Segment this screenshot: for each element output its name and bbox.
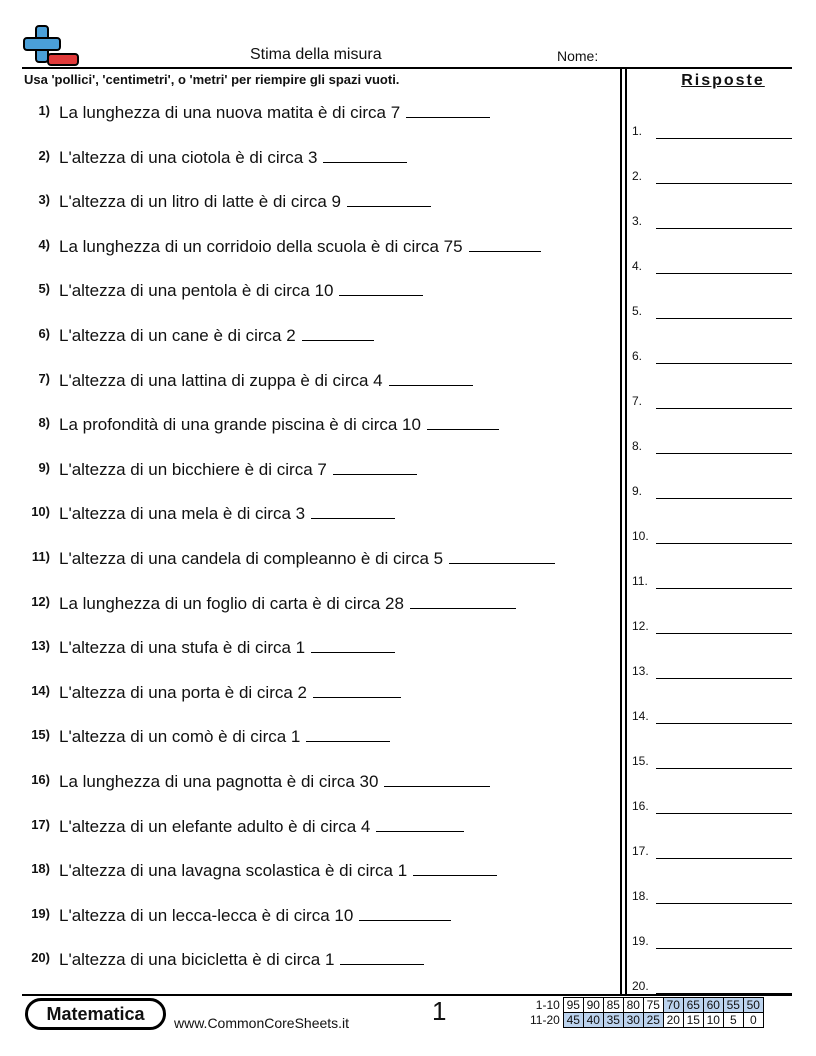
answer-line[interactable] — [656, 903, 792, 904]
instructions: Usa 'pollici', 'centimetri', o 'metri' per riempire gli spazi vuoti. — [24, 72, 400, 87]
score-cell: 90 — [583, 998, 603, 1013]
question-number: 13) — [31, 638, 50, 654]
answer-blank[interactable] — [449, 545, 555, 564]
answer-row — [632, 214, 792, 234]
question-number: 19) — [31, 905, 50, 921]
footer-divider — [22, 994, 792, 996]
score-cell: 5 — [723, 1013, 743, 1028]
answer-number: 12. — [632, 619, 649, 633]
answer-line[interactable] — [656, 408, 792, 409]
answer-number: 6. — [632, 349, 643, 363]
answer-blank[interactable] — [311, 634, 395, 653]
question-number: 4) — [38, 236, 50, 252]
question-number: 12) — [31, 593, 50, 609]
answer-row — [632, 754, 792, 774]
answer-number: 7. — [632, 394, 643, 408]
question-text: L'altezza di un litro di latte è di circa 9 — [59, 192, 342, 212]
answer-blank[interactable] — [413, 857, 497, 876]
answer-number: 1. — [632, 124, 643, 138]
score-cell: 65 — [683, 998, 703, 1013]
answer-row — [632, 304, 792, 324]
question-text: La lunghezza di un foglio di carta è di circa 28 — [59, 593, 404, 613]
answer-blank[interactable] — [340, 946, 424, 965]
question-number: 6) — [38, 326, 50, 341]
question-number: 8) — [38, 415, 50, 431]
answer-line[interactable] — [656, 273, 792, 274]
answer-line[interactable] — [656, 723, 792, 724]
answer-blank[interactable] — [313, 679, 401, 698]
answer-line[interactable] — [656, 678, 792, 679]
score-row — [528, 998, 763, 1013]
question-text: L'altezza di un elefante adulto è di circa 4 — [59, 816, 371, 836]
answer-row — [632, 934, 792, 954]
answer-row — [632, 259, 792, 279]
question-number: 9) — [38, 459, 50, 475]
answer-line[interactable] — [656, 543, 792, 544]
answer-line[interactable] — [656, 813, 792, 814]
score-cell: 15 — [683, 1013, 703, 1028]
score-cell: 30 — [623, 1013, 643, 1028]
answer-number: 20. — [632, 979, 649, 993]
answer-blank[interactable] — [302, 322, 374, 341]
question-number: 3) — [38, 192, 50, 208]
answer-number: 2. — [632, 169, 643, 183]
question-number: 20) — [31, 950, 50, 966]
answer-blank[interactable] — [359, 902, 451, 921]
answer-row — [632, 979, 792, 999]
page-title: Stima della misura — [250, 46, 382, 63]
name-label: Nome: — [557, 48, 599, 64]
answer-number: 14. — [632, 709, 649, 723]
answer-blank[interactable] — [410, 590, 516, 609]
answer-row — [632, 439, 792, 459]
score-cell: 0 — [743, 1013, 763, 1028]
answer-row — [632, 799, 792, 819]
question-text: L'altezza di una pentola è di circa 10 — [59, 281, 334, 301]
answer-line[interactable] — [656, 948, 792, 949]
answer-row — [632, 124, 792, 144]
score-cell: 20 — [663, 1013, 683, 1028]
column-divider-right — [625, 67, 627, 995]
answer-blank[interactable] — [389, 367, 473, 386]
question-number: 7) — [38, 370, 50, 386]
answer-number: 19. — [632, 934, 649, 948]
answer-number: 5. — [632, 304, 643, 318]
answer-line[interactable] — [656, 498, 792, 499]
answer-number: 9. — [632, 484, 643, 498]
score-cell: 60 — [703, 998, 723, 1013]
answer-blank[interactable] — [306, 723, 390, 742]
score-cell: 55 — [723, 998, 743, 1013]
answer-blank[interactable] — [427, 411, 499, 430]
question-text: La lunghezza di una pagnotta è di circa 30 — [59, 772, 379, 791]
score-row — [528, 1013, 763, 1028]
answer-row — [632, 529, 792, 549]
question-number: 14) — [31, 682, 50, 698]
question-number: 1) — [38, 103, 50, 118]
question-number: 16) — [31, 772, 50, 787]
question-text: La lunghezza di una nuova matita è di circa 7 — [59, 103, 401, 122]
score-cell: 35 — [603, 1013, 623, 1028]
answer-line[interactable] — [656, 453, 792, 454]
brand-badge: Matematica — [25, 998, 166, 1030]
answer-number: 13. — [632, 664, 649, 678]
answer-blank[interactable] — [347, 188, 431, 207]
answer-row — [632, 844, 792, 864]
question-text: L'altezza di un comò è di circa 1 — [59, 727, 301, 747]
score-row-label: 11-20 — [530, 1013, 560, 1027]
answer-row — [632, 484, 792, 504]
answer-number: 17. — [632, 844, 649, 858]
answer-line[interactable] — [656, 183, 792, 184]
question-text: L'altezza di una ciotola è di circa 3 — [59, 147, 318, 167]
question-number: 2) — [38, 147, 50, 163]
answer-row — [632, 709, 792, 729]
answer-blank[interactable] — [339, 277, 423, 296]
score-row-label: 1-10 — [535, 998, 560, 1012]
question-number: 11) — [31, 549, 50, 564]
answer-row — [632, 394, 792, 414]
answer-row — [632, 889, 792, 909]
answer-number: 4. — [632, 259, 643, 273]
answer-number: 8. — [632, 439, 643, 453]
answer-blank[interactable] — [333, 456, 417, 475]
score-cell: 25 — [643, 1013, 663, 1028]
question-text: La profondità di una grande piscina è di circa 10 — [59, 415, 421, 435]
score-cell: 75 — [643, 998, 663, 1013]
answer-blank[interactable] — [376, 813, 464, 832]
answer-number: 11. — [632, 574, 648, 588]
question-number: 17) — [31, 816, 50, 832]
question-text: L'altezza di un lecca-lecca è di circa 10 — [59, 905, 354, 925]
answer-blank[interactable] — [311, 500, 395, 519]
score-cell: 85 — [603, 998, 623, 1013]
question-number: 15) — [31, 727, 50, 743]
answer-row — [632, 664, 792, 684]
score-table — [528, 997, 764, 1028]
answer-line[interactable] — [656, 363, 792, 364]
answer-row — [632, 349, 792, 369]
question-number: 18) — [31, 861, 50, 877]
score-cell: 50 — [743, 998, 763, 1013]
answer-number: 15. — [632, 754, 649, 768]
question-text: L'altezza di una lattina di zuppa è di circa 4 — [59, 370, 383, 390]
score-cell: 10 — [703, 1013, 723, 1028]
answer-blank[interactable] — [469, 233, 541, 252]
question-text: L'altezza di una mela è di circa 3 — [59, 504, 306, 524]
question-text: L'altezza di una stufa è di circa 1 — [59, 638, 306, 658]
answers-title: Risposte — [681, 72, 765, 89]
page-number: 1 — [432, 996, 447, 1026]
answer-blank[interactable] — [323, 144, 407, 163]
score-cell: 40 — [583, 1013, 603, 1028]
question-text: L'altezza di un cane è di circa 2 — [59, 326, 296, 345]
answer-line[interactable] — [656, 228, 792, 229]
question-text: La lunghezza di un corridoio della scuola è di circa 75 — [59, 236, 463, 256]
answer-number: 18. — [632, 889, 649, 903]
score-cell: 70 — [663, 998, 683, 1013]
answer-line[interactable] — [656, 138, 792, 139]
answer-row — [632, 619, 792, 639]
question-number: 10) — [31, 504, 50, 520]
score-cell: 80 — [623, 998, 643, 1013]
score-cell: 95 — [563, 998, 583, 1013]
question-text: L'altezza di una candela di compleanno è di circa 5 — [59, 549, 444, 568]
answer-line[interactable] — [656, 768, 792, 769]
plus-minus-logo-icon — [22, 24, 80, 68]
answer-number: 3. — [632, 214, 643, 228]
header-divider — [22, 67, 792, 69]
question-number: 5) — [38, 281, 50, 297]
answer-line[interactable] — [656, 633, 792, 634]
answer-line[interactable] — [656, 858, 792, 859]
column-divider-left — [620, 67, 622, 995]
question-text: L'altezza di una porta è di circa 2 — [59, 682, 308, 702]
answer-blank[interactable] — [406, 99, 490, 118]
website-link[interactable]: www.CommonCoreSheets.it — [174, 1015, 350, 1031]
answer-line[interactable] — [656, 318, 792, 319]
answer-number: 16. — [632, 799, 649, 813]
answer-row — [632, 574, 792, 594]
question-text: L'altezza di una bicicletta è di circa 1 — [59, 950, 335, 970]
answer-line[interactable] — [656, 588, 792, 589]
score-cell: 45 — [563, 1013, 583, 1028]
answer-blank[interactable] — [384, 768, 490, 787]
question-text: L'altezza di un bicchiere è di circa 7 — [59, 459, 327, 479]
answer-row — [632, 169, 792, 189]
question-text: L'altezza di una lavagna scolastica è di circa 1 — [59, 861, 408, 881]
answer-number: 10. — [632, 529, 649, 543]
